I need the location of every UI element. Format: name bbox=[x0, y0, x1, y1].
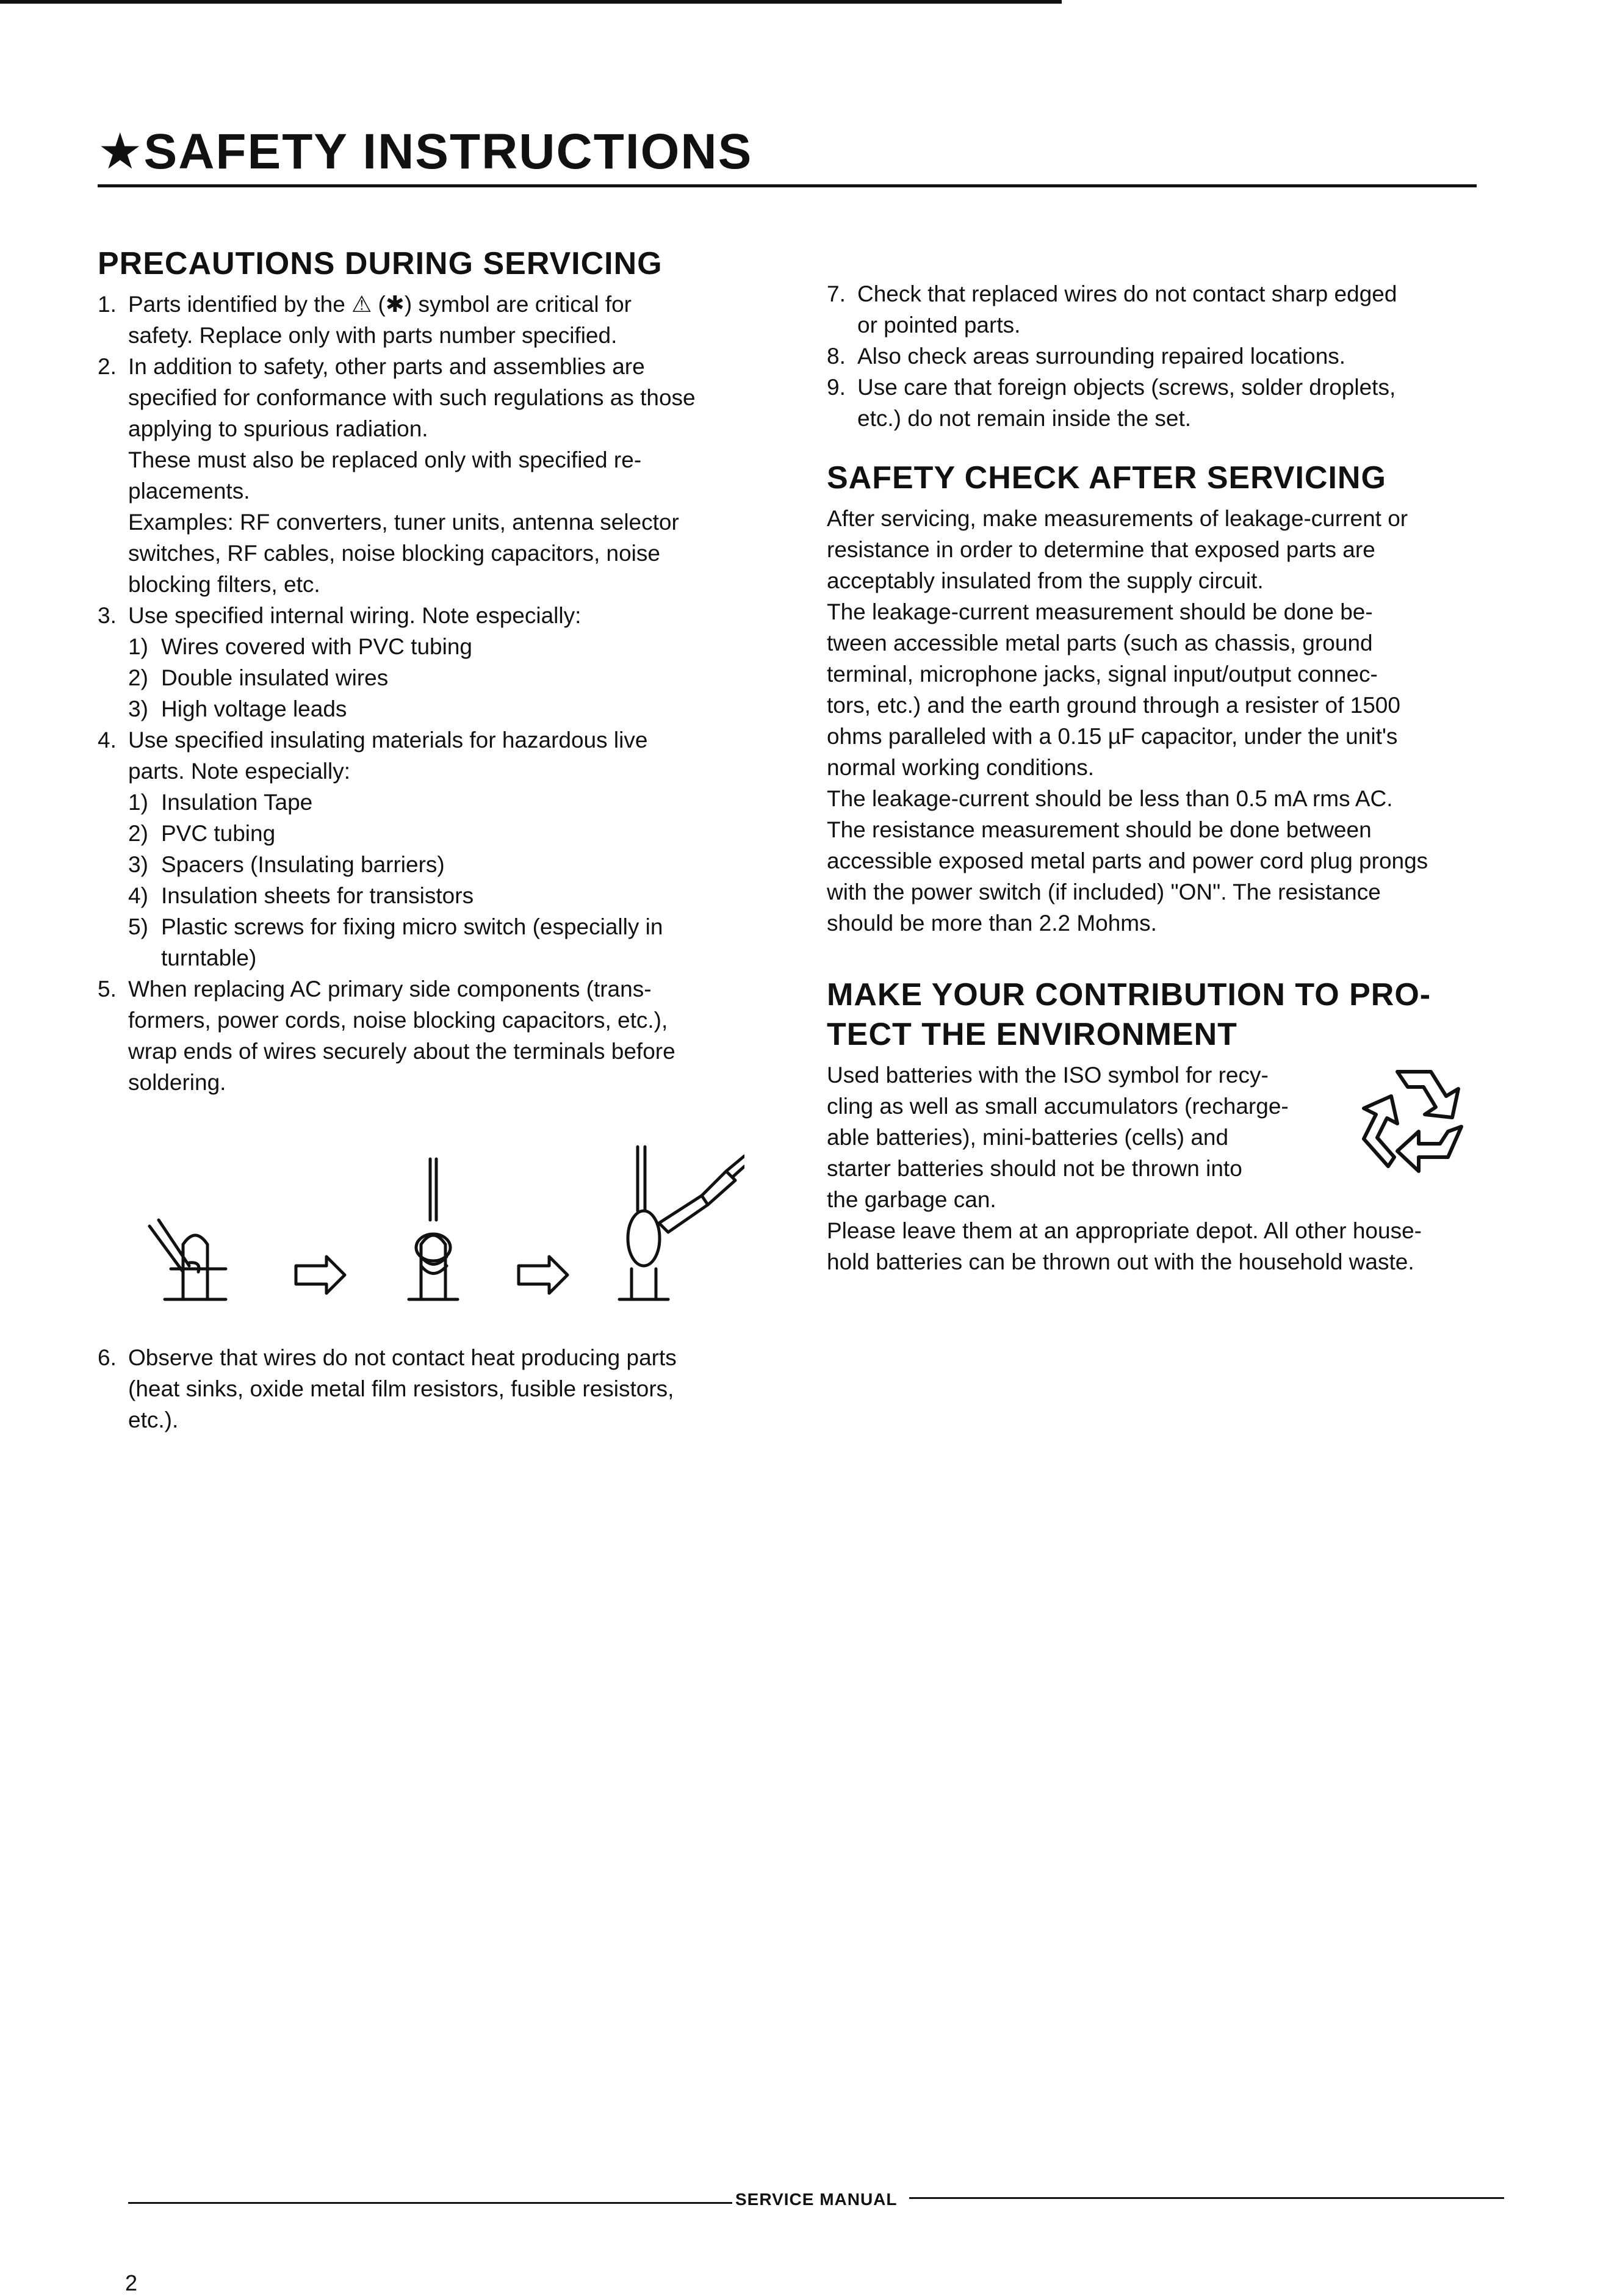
safety-check-text bbox=[827, 503, 1492, 939]
environment-body bbox=[827, 1060, 1492, 1277]
text-line: normal working conditions. bbox=[827, 755, 1095, 780]
heading-line: MAKE YOUR CONTRIBUTION TO PRO- bbox=[827, 977, 1432, 1013]
item-text: (heat sinks, oxide metal film resistors, fusible resistors, bbox=[128, 1376, 674, 1401]
sub-item-text: Wires covered with PVC tubing bbox=[161, 634, 472, 659]
page-title: ★SAFETY INSTRUCTIONS bbox=[98, 124, 753, 179]
environment-text bbox=[827, 1060, 1333, 1215]
precautions-heading: PRECAUTIONS DURING SERVICING bbox=[98, 246, 663, 281]
sub-item-text: PVC tubing bbox=[161, 821, 276, 846]
sub-item bbox=[128, 911, 769, 942]
item-text: parts. Note especially: bbox=[128, 759, 351, 784]
sub-item-number: 5) bbox=[128, 914, 148, 939]
sub-item-number: 3) bbox=[128, 852, 148, 877]
page-number: 2 bbox=[125, 2270, 138, 2295]
environment-heading bbox=[827, 975, 1492, 1055]
right-column bbox=[827, 244, 1492, 1277]
item-text: applying to spurious radiation. bbox=[128, 416, 428, 441]
text-line: terminal, microphone jacks, signal input/output connec- bbox=[827, 662, 1378, 687]
item-text: etc.) do not remain inside the set. bbox=[857, 406, 1192, 431]
sub-item-number: 4) bbox=[128, 883, 148, 908]
text-line: able batteries), mini-batteries (cells) and bbox=[827, 1125, 1229, 1150]
item-text: or pointed parts. bbox=[857, 312, 1021, 338]
text-line: Used batteries with the ISO symbol for recy- bbox=[827, 1063, 1269, 1088]
sub-item bbox=[128, 942, 769, 973]
item-text: Examples: RF converters, tuner units, antenna selector bbox=[128, 510, 679, 535]
sub-item-text: Insulation sheets for transistors bbox=[161, 883, 474, 908]
heading-line: TECT THE ENVIRONMENT bbox=[827, 1017, 1237, 1052]
text-line: should be more than 2.2 Mohms. bbox=[827, 911, 1157, 936]
footer-rule-right bbox=[909, 2197, 1504, 2199]
text-line: After servicing, make measurements of leakage-current or bbox=[827, 506, 1408, 531]
item-text: Use specified internal wiring. Note especially: bbox=[128, 603, 582, 628]
sub-item-number: 1) bbox=[128, 634, 148, 659]
list-item bbox=[98, 600, 769, 724]
item-text: Use specified insulating materials for hazardous live bbox=[128, 727, 648, 753]
top-edge-rule bbox=[0, 0, 1062, 4]
item-text: Check that replaced wires do not contact sharp edged bbox=[857, 281, 1397, 306]
sub-item-text: Insulation Tape bbox=[161, 790, 313, 815]
list-item bbox=[827, 341, 1492, 372]
list-item bbox=[98, 289, 769, 351]
list-item bbox=[98, 1342, 769, 1435]
sub-item-number: 1) bbox=[128, 790, 148, 815]
recycle-icon bbox=[1339, 1060, 1486, 1182]
item-number: 9. bbox=[827, 375, 846, 400]
safety-check-heading: SAFETY CHECK AFTER SERVICING bbox=[827, 460, 1386, 496]
text-line: hold batteries can be thrown out with the household waste. bbox=[827, 1249, 1414, 1274]
item-text: safety. Replace only with parts number specified. bbox=[128, 323, 618, 348]
sub-item-text: Spacers (Insulating barriers) bbox=[161, 852, 445, 877]
footer-label: SERVICE MANUAL bbox=[735, 2190, 898, 2209]
sub-item-text: Double insulated wires bbox=[161, 665, 389, 690]
text-line: starter batteries should not be thrown into bbox=[827, 1156, 1242, 1181]
sub-item bbox=[128, 818, 769, 849]
text-line: Please leave them at an appropriate depot. All other house- bbox=[827, 1218, 1422, 1243]
item-text: placements. bbox=[128, 478, 250, 504]
text-line: acceptably insulated from the supply circuit. bbox=[827, 568, 1264, 593]
item-text: soldering. bbox=[128, 1070, 226, 1095]
item-text: blocking filters, etc. bbox=[128, 572, 320, 597]
sub-item bbox=[128, 693, 769, 724]
arrow-right-2 bbox=[519, 1257, 567, 1293]
list-item bbox=[98, 351, 769, 600]
item-text: formers, power cords, noise blocking capacitors, etc.), bbox=[128, 1008, 668, 1033]
sub-item bbox=[128, 662, 769, 693]
arrow-right-1 bbox=[296, 1257, 345, 1293]
item-number: 6. bbox=[98, 1345, 117, 1370]
item-text: switches, RF cables, noise blocking capacitors, noise bbox=[128, 541, 660, 566]
item-number: 3. bbox=[98, 603, 117, 628]
item-number: 1. bbox=[98, 292, 117, 317]
item-number: 8. bbox=[827, 344, 846, 369]
item-number: 4. bbox=[98, 727, 117, 753]
item-text: When replacing AC primary side components (trans- bbox=[128, 977, 652, 1002]
left-column bbox=[98, 244, 769, 1435]
text-line: The resistance measurement should be done between bbox=[827, 817, 1372, 842]
item-number: 2. bbox=[98, 354, 117, 379]
sub-item-text: High voltage leads bbox=[161, 696, 347, 721]
sub-item bbox=[128, 880, 769, 911]
sub-item-number: 2) bbox=[128, 821, 148, 846]
list-item bbox=[827, 278, 1492, 341]
list-item bbox=[98, 973, 769, 1098]
item-text: Use care that foreign objects (screws, solder droplets, bbox=[857, 375, 1396, 400]
environment-text-continued bbox=[827, 1215, 1492, 1277]
sub-item-number: 2) bbox=[128, 665, 148, 690]
text-line: ohms paralleled with a 0.15 µF capacitor, under the unit's bbox=[827, 724, 1398, 749]
item-text: specified for conformance with such regulations as those bbox=[128, 385, 696, 410]
item-text: In addition to safety, other parts and assemblies are bbox=[128, 354, 645, 379]
footer-rule-left bbox=[128, 2202, 732, 2204]
item-text: Parts identified by the ⚠ (✱) symbol are critical for bbox=[128, 292, 632, 317]
sub-item bbox=[128, 631, 769, 662]
terminal-step-2 bbox=[409, 1159, 458, 1299]
item-number: 7. bbox=[827, 281, 846, 306]
text-line: tween accessible metal parts (such as chassis, ground bbox=[827, 630, 1373, 655]
terminal-step-3 bbox=[619, 1147, 744, 1299]
item-text: etc.). bbox=[128, 1407, 179, 1432]
terminal-step-1 bbox=[149, 1220, 226, 1299]
sub-item-text: Plastic screws for fixing micro switch (especially in bbox=[161, 914, 663, 939]
sub-item bbox=[128, 849, 769, 880]
text-line: with the power switch (if included) "ON". The resistance bbox=[827, 879, 1381, 904]
wire-wrapping-diagram bbox=[98, 1122, 744, 1318]
sub-item-text: turntable) bbox=[161, 945, 257, 970]
text-line: tors, etc.) and the earth ground through a resister of 1500 bbox=[827, 693, 1400, 718]
wire-wrapping-illustration bbox=[98, 1122, 744, 1318]
list-item bbox=[98, 724, 769, 973]
text-line: the garbage can. bbox=[827, 1187, 996, 1212]
item-number: 5. bbox=[98, 977, 117, 1002]
item-text: Observe that wires do not contact heat producing parts bbox=[128, 1345, 677, 1370]
item-text: wrap ends of wires securely about the terminals before bbox=[128, 1039, 675, 1064]
item-text: These must also be replaced only with specified re- bbox=[128, 447, 642, 472]
text-line: resistance in order to determine that exposed parts are bbox=[827, 537, 1375, 562]
text-line: accessible exposed metal parts and power cord plug prongs bbox=[827, 848, 1428, 873]
text-line: The leakage-current should be less than 0.5 mA rms AC. bbox=[827, 786, 1393, 811]
list-item bbox=[827, 372, 1492, 434]
title-underline bbox=[98, 184, 1477, 187]
item-text: Also check areas surrounding repaired locations. bbox=[857, 344, 1346, 369]
text-line: cling as well as small accumulators (recharge- bbox=[827, 1094, 1289, 1119]
sub-item bbox=[128, 787, 769, 818]
sub-item-number: 3) bbox=[128, 696, 148, 721]
text-line: The leakage-current measurement should be done be- bbox=[827, 599, 1373, 624]
